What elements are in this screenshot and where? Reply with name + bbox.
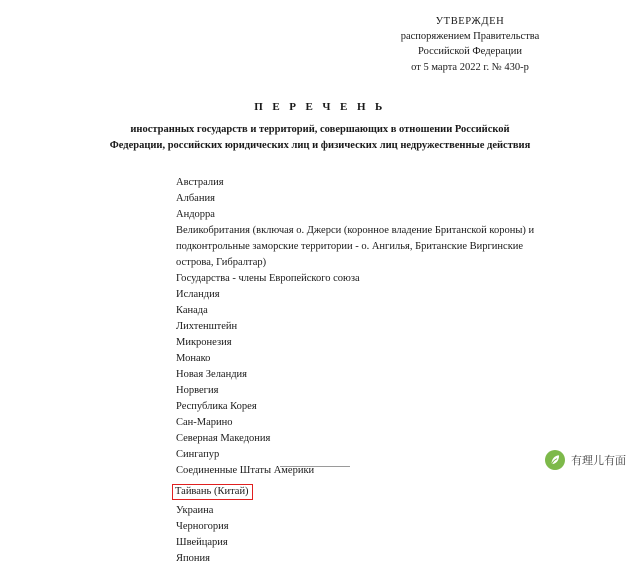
list-item-text: Лихтенштейн — [176, 320, 238, 332]
list-item-text: Украина — [176, 504, 214, 516]
list-item-text: Новая Зеландия — [176, 368, 247, 380]
list-item-text: Австралия — [176, 177, 224, 189]
list-item — [175, 367, 550, 383]
list-item-highlighted: Тайвань (Китай) — [172, 484, 253, 499]
list-item-text: Соединенные Штаты Америки — [176, 464, 315, 476]
list-item-text: Норвегия — [176, 384, 219, 396]
list-item — [175, 175, 550, 191]
approval-line-2: распоряжением Правительства — [400, 31, 540, 43]
list-item — [175, 303, 550, 319]
list-item-text: Микронезия — [176, 336, 232, 348]
list-item — [175, 551, 550, 567]
list-item — [175, 335, 550, 351]
list-item — [175, 399, 550, 415]
list-item — [175, 463, 550, 479]
list-item — [175, 431, 550, 447]
list-item — [175, 447, 550, 463]
list-item-text: Сан-Марино — [176, 416, 233, 428]
list-item — [175, 351, 550, 367]
list-item-text: Северная Македония — [176, 432, 271, 444]
list-item-text: Канада — [176, 305, 208, 316]
list-item — [175, 503, 550, 519]
list-item — [175, 383, 550, 399]
approval-block — [340, 14, 600, 75]
approval-heading: УТВЕРЖДЕН — [435, 16, 505, 27]
list-item-text: Швейцария — [176, 536, 228, 548]
list-item-text: Черногория — [176, 520, 229, 532]
list-item-text: Япония — [176, 552, 210, 564]
list-item — [175, 207, 550, 223]
page-title: П Е Р Е Ч Е Н Ь — [254, 100, 386, 113]
list-item-text: Сингапур — [176, 448, 220, 460]
list-item-text: Исландия — [176, 289, 220, 301]
document-subtitle: иностранных государств и территорий, совершающих в отношении Российской Федерации, российских юридических лиц и физических лиц недружественные действия — [109, 123, 531, 151]
list-item — [175, 478, 550, 502]
list-item-text: Андорра — [176, 209, 215, 221]
list-item-text: Государства - члены Европейского союза — [176, 273, 360, 285]
channel-badge-label: 有理儿有面 — [571, 455, 626, 467]
leaf-logo-icon — [545, 450, 565, 470]
footer-divider — [280, 466, 350, 467]
list-item — [175, 415, 550, 431]
list-item-text: Албания — [176, 193, 215, 205]
list-item — [175, 223, 550, 271]
list-item — [175, 191, 550, 207]
list-item-text: Республика Корея — [176, 400, 257, 412]
channel-badge — [539, 447, 632, 473]
list-item-text: Великобритания (включая о. Джерси (коронное владение Британской короны) и подконтрольные заморские территории - о. Ангилья, Британские Виргинские острова, Гибралтар) — [176, 225, 535, 269]
list-item — [175, 287, 550, 303]
list-item — [175, 271, 550, 287]
list-item — [175, 319, 550, 335]
approval-line-4: от 5 марта 2022 г. № 430-р — [411, 61, 529, 73]
country-list — [40, 175, 600, 566]
title-block — [40, 101, 600, 154]
list-item — [175, 535, 550, 551]
list-item-text: Монако — [176, 352, 211, 364]
approval-line-3: Российской Федерации — [418, 46, 522, 58]
list-item — [175, 519, 550, 535]
